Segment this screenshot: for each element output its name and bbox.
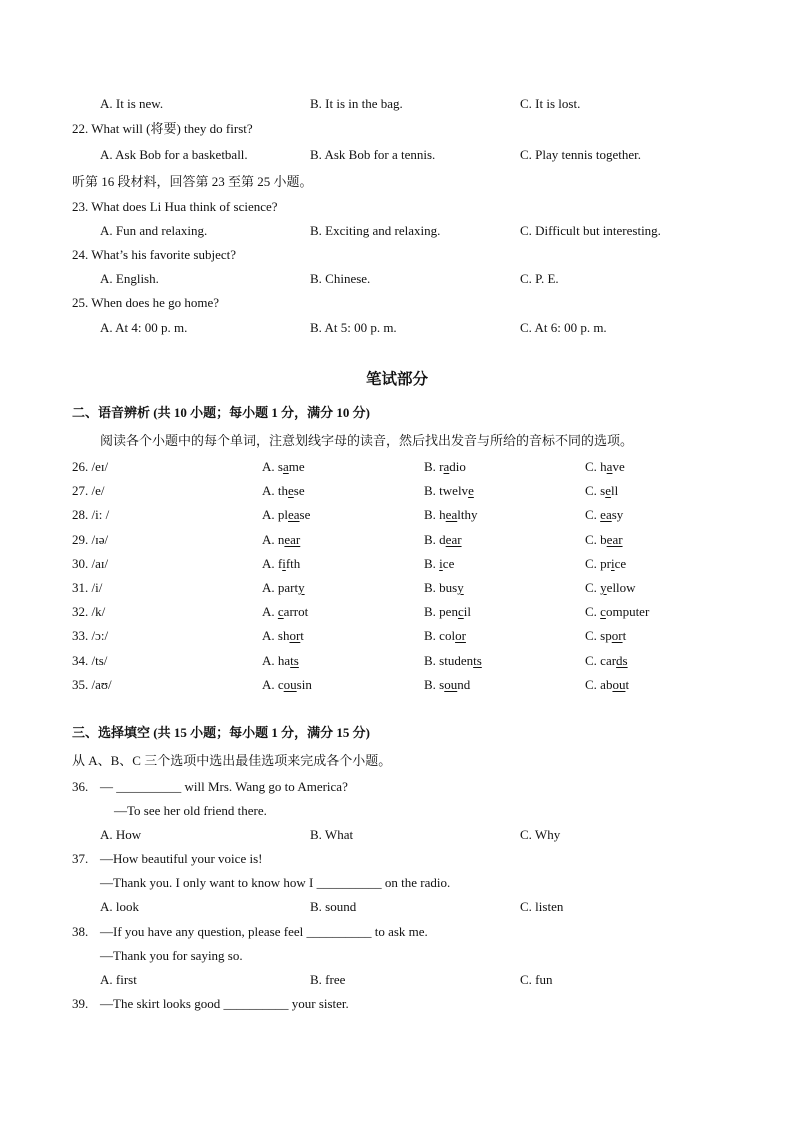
word-part: se bbox=[293, 483, 305, 499]
phonetic-option-b-27 bbox=[424, 483, 474, 499]
phonetic-question-30: 30. /aɪ/ bbox=[72, 555, 109, 571]
underlined-letters: ou bbox=[283, 676, 297, 692]
word-part: B. s bbox=[424, 676, 445, 692]
q21-option-a: A. It is new. bbox=[100, 96, 164, 111]
phonetic-question-31: 31. /i/ bbox=[72, 580, 103, 595]
word-part: ellow bbox=[606, 580, 636, 595]
word-part: C. bbox=[585, 507, 601, 523]
word-part: B. twelv bbox=[424, 483, 469, 499]
q25-option-a: A. At 4: 00 p. m. bbox=[100, 320, 188, 335]
q22-option-c: C. Play tennis together. bbox=[520, 147, 641, 162]
word-part: A. c bbox=[262, 676, 284, 692]
word-part: A. part bbox=[262, 580, 299, 595]
word-part: B. bbox=[424, 555, 440, 571]
underlined-letters: or bbox=[455, 628, 466, 644]
word-part: B. col bbox=[424, 628, 456, 644]
underlined-letters: ea bbox=[600, 507, 612, 523]
phonetic-option-a-30 bbox=[262, 556, 300, 572]
q36-option-b: B. What bbox=[310, 827, 354, 842]
phonetic-option-c-32 bbox=[585, 604, 649, 620]
underlined-letters: y bbox=[600, 580, 607, 595]
phonetic-option-b-30 bbox=[424, 556, 454, 572]
phonetic-question-29: 29. /ɪə/ bbox=[72, 531, 109, 547]
underlined-letters: ea bbox=[288, 507, 300, 523]
underlined-letters: a bbox=[282, 459, 289, 474]
phonetic-question-33: 33. /ɔ:/ bbox=[72, 628, 109, 644]
q38-option-a: A. first bbox=[100, 972, 137, 987]
phonetic-option-b-32 bbox=[424, 604, 471, 620]
underlined-letters: i bbox=[439, 555, 443, 571]
phonetic-option-b-26 bbox=[424, 459, 466, 475]
phonetic-option-a-32 bbox=[262, 604, 308, 620]
phonetic-question-26: 26. /eɪ/ bbox=[72, 459, 109, 474]
phonetic-option-b-33 bbox=[424, 628, 466, 644]
word-part: C. car bbox=[585, 652, 617, 668]
word-part: t bbox=[300, 628, 304, 644]
underlined-letters: c bbox=[457, 604, 464, 620]
phonetic-option-b-31 bbox=[424, 580, 464, 596]
underlined-letters: e bbox=[468, 483, 474, 499]
q25-stem: 25. When does he go home? bbox=[72, 295, 220, 310]
q36-option-c: C. Why bbox=[520, 827, 561, 842]
underlined-letters: ou bbox=[612, 676, 626, 692]
q25-option-c: C. At 6: 00 p. m. bbox=[520, 320, 607, 335]
underlined-letters: ea bbox=[445, 507, 458, 523]
word-part: C. pr bbox=[585, 555, 611, 571]
q38-line1: —If you have any question, please feel __________ to ask me. bbox=[100, 924, 428, 939]
word-part: ce bbox=[614, 555, 627, 571]
q38-number: 38. bbox=[72, 924, 89, 939]
word-part: C. sp bbox=[585, 628, 612, 644]
q38-option-c: C. fun bbox=[520, 972, 553, 987]
q37-option-a: A. look bbox=[100, 899, 139, 914]
section2-heading: 二、语音辨析 (共 10 小题；每小题 1 分，满分 10 分) bbox=[72, 405, 370, 420]
word-part: me bbox=[288, 459, 305, 474]
underlined-letters: c bbox=[600, 604, 606, 620]
phonetic-option-c-31 bbox=[585, 580, 636, 596]
word-part: arrot bbox=[283, 604, 309, 620]
word-part: A. sh bbox=[262, 628, 290, 644]
q37-number: 37. bbox=[72, 851, 89, 866]
underlined-letters: ou bbox=[444, 676, 458, 692]
q39-line1: —The skirt looks good __________ your sister. bbox=[100, 996, 349, 1011]
underlined-letters: ts bbox=[473, 652, 482, 668]
word-part: t bbox=[625, 676, 630, 692]
written-part-title: 笔试部分 bbox=[365, 371, 428, 388]
word-part: C. b bbox=[585, 531, 607, 547]
phonetic-option-a-27 bbox=[262, 483, 305, 499]
underlined-letters: y bbox=[457, 580, 464, 595]
underlined-letters: i bbox=[282, 555, 286, 571]
underlined-letters: a bbox=[606, 459, 613, 474]
phonetic-question-32: 32. /k/ bbox=[72, 604, 106, 620]
phonetic-option-a-26 bbox=[262, 459, 305, 475]
word-part: ce bbox=[442, 555, 455, 571]
q23-option-c: C. Difficult but interesting. bbox=[520, 223, 661, 238]
word-part: A. f bbox=[262, 555, 283, 571]
underlined-letters: ear bbox=[284, 531, 301, 547]
word-part: sin bbox=[296, 676, 312, 692]
phonetic-option-a-33 bbox=[262, 628, 304, 644]
word-part: C. ab bbox=[585, 676, 613, 692]
underlined-letters: c bbox=[277, 604, 284, 620]
section2-instruction: 阅读各个小题中的每个单词，注意划线字母的读音，然后找出发音与所给的音标不同的选项。 bbox=[100, 433, 634, 448]
word-part: A. pl bbox=[262, 507, 288, 523]
underlined-letters: or bbox=[289, 628, 301, 644]
phonetic-option-c-28 bbox=[585, 507, 623, 523]
word-part: B. r bbox=[424, 459, 444, 474]
q37-option-c: C. listen bbox=[520, 899, 564, 914]
phonetic-option-b-29 bbox=[424, 532, 462, 548]
word-part: B. pen bbox=[424, 604, 458, 620]
phonetic-option-c-30 bbox=[585, 556, 626, 572]
q21-option-b: B. It is in the bag. bbox=[310, 96, 403, 111]
word-part: A. ha bbox=[262, 652, 291, 668]
underlined-letters: ds bbox=[616, 652, 628, 668]
phonetic-question-34: 34. /ts/ bbox=[72, 652, 108, 668]
q36-number: 36. bbox=[72, 779, 89, 794]
q36-option-a: A. How bbox=[100, 827, 142, 842]
phonetic-option-a-31 bbox=[262, 580, 305, 596]
q36-line1: — __________ will Mrs. Wang go to America? bbox=[100, 779, 348, 794]
phonetic-option-c-33 bbox=[585, 628, 626, 644]
phonetic-option-c-34 bbox=[585, 653, 628, 669]
word-part: sy bbox=[611, 507, 624, 523]
word-part: A. bbox=[262, 604, 278, 620]
phonetic-option-a-28 bbox=[262, 507, 310, 523]
phonetic-option-a-34 bbox=[262, 653, 299, 669]
word-part: A. s bbox=[262, 459, 283, 474]
word-part: lthy bbox=[457, 507, 478, 523]
word-part: nd bbox=[457, 676, 471, 692]
word-part: dio bbox=[449, 459, 466, 474]
q38-option-b: B. free bbox=[310, 972, 346, 987]
phonetic-option-c-27 bbox=[585, 483, 618, 499]
phonetic-option-c-29 bbox=[585, 532, 623, 548]
q23-option-b: B. Exciting and relaxing. bbox=[310, 223, 441, 238]
underlined-letters: or bbox=[611, 628, 623, 644]
word-part: B. h bbox=[424, 507, 446, 523]
underlined-letters: ear bbox=[445, 531, 462, 547]
word-part: B. d bbox=[424, 531, 446, 547]
q38-line2: —Thank you for saying so. bbox=[100, 948, 243, 963]
q25-option-b: B. At 5: 00 p. m. bbox=[310, 320, 397, 335]
word-part: C. h bbox=[585, 459, 607, 474]
q37-line1: —How beautiful your voice is! bbox=[100, 851, 263, 866]
material-16-instruction: 听第 16 段材料，回答第 23 至第 25 小题。 bbox=[72, 174, 313, 189]
q24-option-a: A. English. bbox=[100, 271, 159, 286]
phonetic-option-c-35 bbox=[585, 677, 629, 693]
underlined-letters: ear bbox=[606, 531, 623, 547]
word-part: t bbox=[622, 628, 627, 644]
word-part: ll bbox=[611, 483, 619, 499]
q21-option-c: C. It is lost. bbox=[520, 96, 581, 111]
underlined-letters: e bbox=[605, 483, 612, 499]
word-part: C. bbox=[585, 580, 601, 595]
q36-line2: —To see her old friend there. bbox=[114, 803, 267, 818]
word-part: C. bbox=[585, 604, 601, 620]
word-part: ve bbox=[612, 459, 625, 474]
q22-option-a: A. Ask Bob for a basketball. bbox=[100, 147, 248, 162]
phonetic-option-a-29 bbox=[262, 532, 300, 548]
word-part: fth bbox=[285, 555, 301, 571]
phonetic-question-35: 35. /aʊ/ bbox=[72, 676, 112, 692]
phonetic-question-27: 27. /e/ bbox=[72, 483, 105, 499]
q39-number: 39. bbox=[72, 996, 89, 1011]
section3-instruction: 从 A、B、C 三个选项中选出最佳选项来完成各个小题。 bbox=[72, 753, 392, 768]
section3-heading: 三、选择填空 (共 15 小题；每小题 1 分，满分 15 分) bbox=[72, 725, 370, 740]
underlined-letters: i bbox=[611, 555, 615, 571]
phonetic-option-b-35 bbox=[424, 677, 470, 693]
underlined-letters: e bbox=[288, 483, 294, 499]
word-part: omputer bbox=[605, 604, 650, 620]
word-part: il bbox=[463, 604, 471, 620]
q22-option-b: B. Ask Bob for a tennis. bbox=[310, 147, 436, 162]
q37-line2: —Thank you. I only want to know how I __________ on the radio. bbox=[100, 875, 451, 890]
q24-option-b: B. Chinese. bbox=[310, 271, 371, 286]
word-part: B. bus bbox=[424, 580, 458, 595]
q22-stem: 22. What will (将要) they do first? bbox=[72, 121, 253, 136]
q24-stem: 24. What’s his favorite subject? bbox=[72, 247, 237, 262]
q37-option-b: B. sound bbox=[310, 899, 357, 914]
phonetic-question-28: 28. /i: / bbox=[72, 507, 110, 523]
q23-option-a: A. Fun and relaxing. bbox=[100, 223, 208, 238]
word-part: C. s bbox=[585, 483, 606, 499]
underlined-letters: a bbox=[443, 459, 450, 474]
word-part: A. n bbox=[262, 531, 285, 547]
word-part: se bbox=[299, 507, 311, 523]
phonetic-option-b-34 bbox=[424, 653, 482, 669]
q24-option-c: C. P. E. bbox=[520, 271, 559, 286]
phonetic-option-a-35 bbox=[262, 677, 312, 693]
word-part: B. studen bbox=[424, 652, 474, 668]
underlined-letters: y bbox=[298, 580, 305, 595]
phonetic-option-c-26 bbox=[585, 459, 625, 475]
phonetic-option-b-28 bbox=[424, 507, 477, 523]
underlined-letters: ts bbox=[290, 652, 299, 668]
word-part: A. th bbox=[262, 483, 288, 499]
q23-stem: 23. What does Li Hua think of science? bbox=[72, 199, 278, 214]
